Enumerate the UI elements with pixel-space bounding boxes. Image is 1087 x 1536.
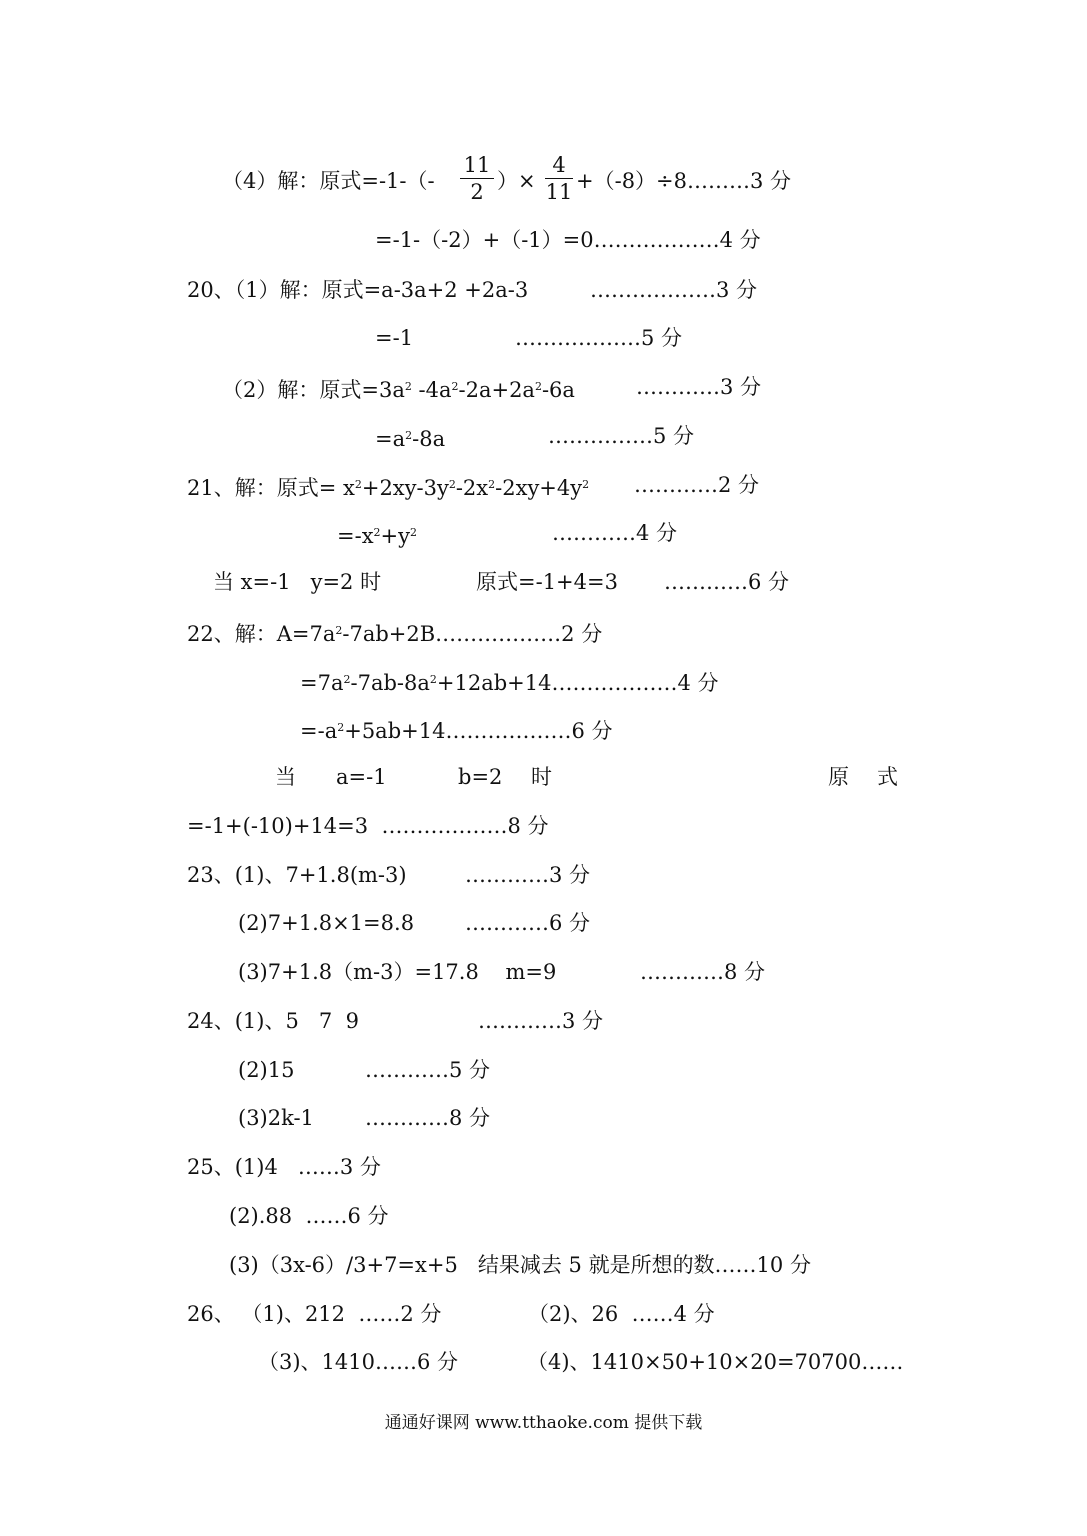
q19-4-line2: =-1-（-2）+（-1）=0………………4 分 — [375, 228, 761, 252]
q23-line3-score: …………8 分 — [640, 960, 766, 984]
q22-line4-time: 时 — [531, 765, 552, 789]
superscript: 2 — [373, 526, 381, 539]
q21-line1 — [187, 472, 589, 501]
q25-line3: (3)（3x-6）/3+7=x+5 结果减去 5 就是所想的数……10 分 — [229, 1253, 811, 1277]
q19-4-line1-prefix: （4）解：原式=-1-（- — [222, 169, 435, 193]
expr-part: 22、解：A=7a — [187, 622, 336, 646]
q21-line3-condition: 当 x=-1 y=2 时 — [213, 570, 382, 594]
q21-line1-score: …………2 分 — [634, 473, 760, 497]
expr-part: -7ab-8a — [350, 671, 430, 695]
expr-part: -2x — [455, 476, 489, 500]
q22-line4-a-value: a=-1 — [336, 765, 387, 789]
q20-2-line1 — [222, 374, 575, 403]
expr-part: +2xy-3y — [361, 476, 449, 500]
q21-line3-score: …………6 分 — [664, 570, 790, 594]
expr-part: =7a — [300, 671, 344, 695]
q24-line3-score: …………8 分 — [365, 1106, 491, 1130]
superscript: 2 — [337, 721, 345, 734]
q20-1-line2: =-1 — [375, 326, 414, 350]
q22-line1 — [187, 618, 602, 647]
q24-line2-score: …………5 分 — [365, 1058, 491, 1082]
fraction-numerator: 11 — [463, 153, 491, 177]
q24-line1: 24、(1)、5 7 9 — [187, 1009, 359, 1033]
expr-part: -7ab+2B………………2 分 — [342, 622, 603, 646]
expr-part: 21、解：原式= x — [187, 476, 355, 500]
q24-line3: (3)2k-1 — [238, 1106, 314, 1130]
fraction-denominator: 2 — [470, 180, 484, 204]
q24-line1-score: …………3 分 — [478, 1009, 604, 1033]
q25-line1: 25、(1)4 ……3 分 — [187, 1155, 381, 1179]
expr-part: （2）解：原式=3a — [222, 378, 405, 402]
q23-line2: (2)7+1.8×1=8.8 — [238, 911, 415, 935]
q20-1-line1-score: ………………3 分 — [590, 278, 758, 302]
expr-part: -6a — [541, 378, 575, 402]
q26-line2-part1: （3)、1410……6 分 — [258, 1350, 459, 1374]
q20-2-line2-score: ……………5 分 — [548, 424, 695, 448]
superscript: 2 — [410, 526, 418, 539]
superscript: 2 — [405, 429, 413, 442]
q20-1-line1: 20、（1）解：原式=a-3a+2 +2a-3 — [187, 278, 529, 302]
q19-4-line1-mid: ）× — [497, 169, 536, 193]
q25-line2: (2).88 ……6 分 — [229, 1204, 389, 1228]
superscript: 2 — [429, 673, 437, 686]
q23-line1-score: …………3 分 — [465, 863, 591, 887]
superscript: 2 — [354, 478, 362, 491]
q23-line3: (3)7+1.8（m-3）=17.8 m=9 — [238, 960, 557, 984]
q22-line4-yuan: 原 — [828, 765, 849, 789]
q26-line1-part1: 26、 （1)、212 ……2 分 — [187, 1302, 442, 1326]
q26-line1-part2: （2)、26 ……4 分 — [528, 1302, 715, 1326]
superscript: 2 — [488, 478, 496, 491]
q26-line2-part2: （4)、1410×50+10×20=70700…… — [527, 1350, 904, 1374]
expr-part: -2xy+4y — [495, 476, 583, 500]
q21-line2-score: …………4 分 — [552, 521, 678, 545]
expr-part: -4a — [411, 378, 452, 402]
fraction-denominator: 11 — [545, 180, 573, 204]
q22-line4-b-value: b=2 — [458, 765, 503, 789]
q22-line5: =-1+(-10)+14=3 ………………8 分 — [187, 814, 549, 838]
q24-line2: (2)15 — [238, 1058, 295, 1082]
fraction-4-over-11 — [545, 154, 573, 203]
q21-line2 — [337, 520, 417, 549]
expr-part: +12ab+14………………4 分 — [436, 671, 719, 695]
q21-line3-result: 原式=-1+4=3 — [476, 570, 618, 594]
q22-line4-shi: 式 — [877, 765, 898, 789]
expr-part: +5ab+14………………6 分 — [344, 719, 613, 743]
superscript: 2 — [451, 380, 459, 393]
superscript: 2 — [534, 380, 542, 393]
expr-part: +y — [380, 524, 411, 548]
fraction-bar — [460, 178, 494, 179]
q22-line2 — [300, 667, 719, 696]
expr-part: =-x — [337, 524, 374, 548]
expr-part: =-a — [300, 719, 338, 743]
superscript: 2 — [343, 673, 351, 686]
superscript: 2 — [335, 624, 343, 637]
q20-2-line1-score: …………3 分 — [636, 375, 762, 399]
q23-line1: 23、(1)、7+1.8(m-3) — [187, 863, 407, 887]
superscript: 2 — [404, 380, 412, 393]
fraction-numerator: 4 — [552, 153, 566, 177]
expr-part: -2a+2a — [458, 378, 535, 402]
superscript: 2 — [448, 478, 456, 491]
q22-line3 — [300, 715, 613, 744]
expr-part: -8a — [412, 427, 446, 451]
q19-4-line1-suffix: +（-8）÷8………3 分 — [576, 169, 792, 193]
q23-line2-score: …………6 分 — [465, 911, 591, 935]
expr-part: =a — [375, 427, 406, 451]
q22-line4-when: 当 — [275, 765, 296, 789]
superscript: 2 — [582, 478, 590, 491]
q20-2-line2 — [375, 423, 445, 452]
fraction-bar — [545, 178, 573, 179]
footer-credit: 通通好课网 www.tthaoke.com 提供下载 — [384, 1413, 703, 1433]
fraction-11-over-2 — [460, 154, 494, 203]
q20-1-line2-score: ………………5 分 — [515, 326, 683, 350]
